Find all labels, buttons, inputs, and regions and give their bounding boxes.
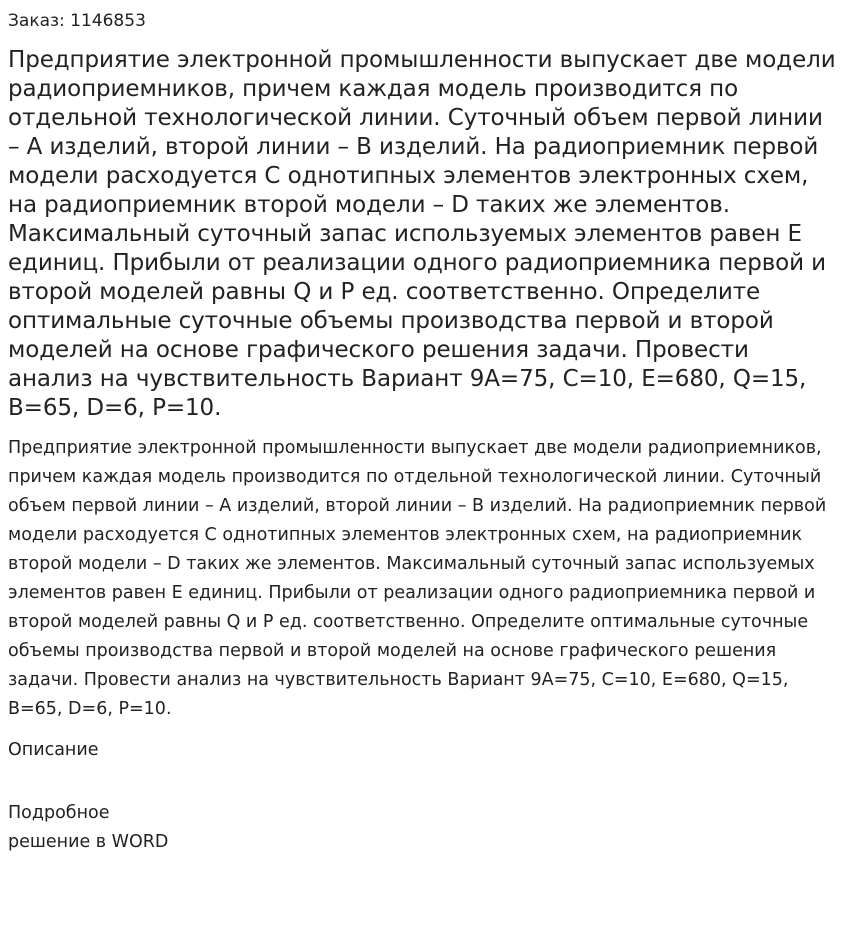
order-number: Заказ: 1146853 (8, 11, 146, 31)
description-line-2: решение в WORD (8, 832, 169, 852)
task-body: Предприятие электронной промышленности выпускает две модели радиоприемников, причем каждая модель производится по отдельной технологической линии. Суточный объем первой линии – А изделий, второй линии – В изделий. На радиоприемник первой модели расходуется С однотипных элементов электронных схем, на радиоприемник второй модели – D таких же элементов. Максимальный суточный запас используемых элементов равен Е единиц. Прибыли от реализации одного радиоприемника первой и второй моделей равны Q и Р ед. соответственно. Определите оптимальные суточные объемы производства первой и второй моделей на основе графического решения задачи. Провести анализ на чувствительность Вариант 9А=75, С=10, Е=680, Q=15, В=65, D=6, Р=10. (8, 438, 827, 719)
task-heading: Предприятие электронной промышленности выпускает две модели радиоприемников, причем каждая модель производится по отдельной технологической линии. Суточный объем первой линии – А изделий, второй линии – В изделий. На радиоприемник первой модели расходуется С однотипных элементов электронных схем, на радиоприемник второй модели – D таких же элементов. Максимальный суточный запас используемых элементов равен Е единиц. Прибыли от реализации одного радиоприемника первой и второй моделей равны Q и Р ед. соответственно. Определите оптимальные суточные объемы производства первой и второй моделей на основе графического решения задачи. Провести анализ на чувствительность Вариант 9А=75, С=10, Е=680, Q=15, В=65, D=6, Р=10. (8, 47, 836, 421)
description-label: Описание (8, 740, 99, 760)
description-text (8, 799, 839, 857)
description-line-1: Подробное (8, 803, 110, 823)
